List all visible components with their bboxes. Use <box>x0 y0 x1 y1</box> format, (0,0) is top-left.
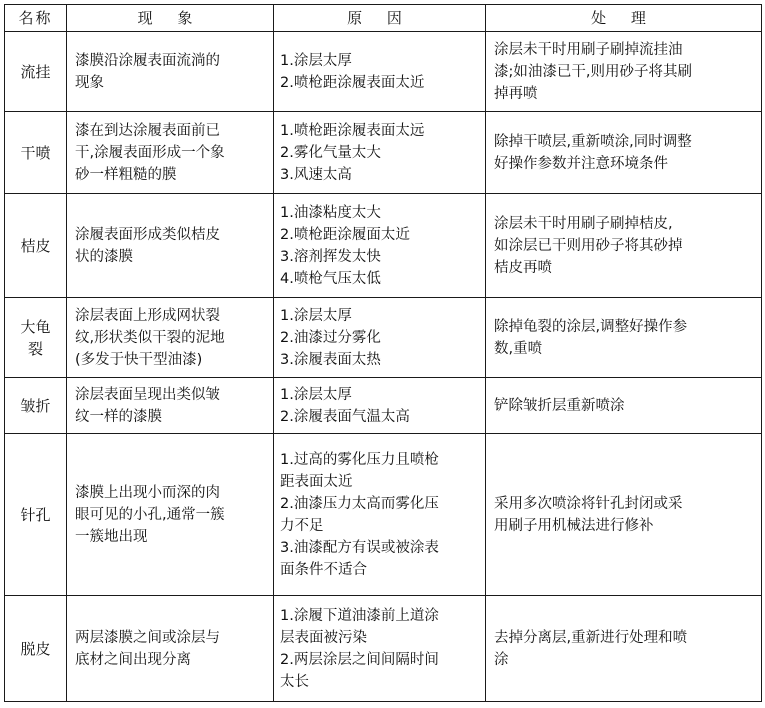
cell-name-line: 桔皮 <box>20 236 51 255</box>
cell-treatment-line: 用刷子用机械法进行修补 <box>494 517 654 534</box>
table-row <box>5 298 762 378</box>
cell-treatment <box>486 112 762 194</box>
cell-treatment-line: 数,重喷 <box>494 340 543 357</box>
cell-phenomenon-line: 眼可见的小孔,通常一簇 <box>75 506 225 523</box>
cell-name <box>5 112 67 194</box>
cell-phenomenon-line: 现象 <box>75 74 104 91</box>
cell-cause-line: 3.涂履表面太热 <box>280 351 381 368</box>
header-treatment: 处 理 <box>486 5 762 32</box>
table-row <box>5 434 762 596</box>
cell-phenomenon-line: 涂层表面上形成网状裂 <box>75 307 220 324</box>
cell-cause-line: 3.溶剂挥发太快 <box>280 248 381 265</box>
cell-treatment <box>486 596 762 702</box>
cell-cause <box>274 434 486 596</box>
cell-cause-line: 3.油漆配方有误或被涂表 <box>280 539 439 556</box>
cell-treatment <box>486 434 762 596</box>
cell-phenomenon-line: 底材之间出现分离 <box>75 651 191 668</box>
cell-phenomenon-line: 砂一样粗糙的膜 <box>75 166 177 183</box>
cell-phenomenon <box>67 298 274 378</box>
cell-treatment-line: 桔皮再喷 <box>494 259 552 276</box>
cell-cause-line: 层表面被污染 <box>280 629 367 646</box>
cell-treatment-line: 掉再喷 <box>494 85 538 102</box>
cell-phenomenon <box>67 596 274 702</box>
cell-treatment <box>486 194 762 298</box>
cell-cause-line: 3.风速太高 <box>280 166 352 183</box>
header-cause: 原 因 <box>274 5 486 32</box>
table-row <box>5 194 762 298</box>
cell-cause <box>274 32 486 112</box>
cell-phenomenon-line: (多发于快干型油漆) <box>75 351 203 368</box>
cell-cause-line: 2.喷枪距涂履面太近 <box>280 226 410 243</box>
cell-treatment-line: 漆;如油漆已干,则用砂子将其刷 <box>494 63 692 80</box>
cell-cause-line: 1.喷枪距涂履表面太远 <box>280 122 425 139</box>
cell-cause <box>274 378 486 434</box>
cell-cause-line: 力不足 <box>280 517 324 534</box>
cell-cause-line: 1.过高的雾化压力且喷枪 <box>280 451 439 468</box>
cell-cause-line: 1.涂履下道油漆前上道涂 <box>280 607 439 624</box>
table-row <box>5 378 762 434</box>
cell-phenomenon-line: 状的漆膜 <box>75 248 133 265</box>
cell-phenomenon-line: 两层漆膜之间或涂层与 <box>75 629 220 646</box>
cell-name-line: 脱皮 <box>20 639 51 658</box>
cell-treatment-line: 除掉龟裂的涂层,调整好操作参 <box>494 318 688 335</box>
table-row <box>5 596 762 702</box>
cell-phenomenon-line: 涂层表面呈现出类似皱 <box>75 386 220 403</box>
cell-cause-line: 2.两层涂层之间间隔时间 <box>280 651 439 668</box>
cell-name <box>5 194 67 298</box>
cell-treatment <box>486 378 762 434</box>
cell-cause-line: 1.涂层太厚 <box>280 307 352 324</box>
table-row <box>5 32 762 112</box>
cell-name-line: 裂 <box>27 339 43 358</box>
cell-treatment-line: 好操作参数并注意环境条件 <box>494 155 668 172</box>
cell-cause <box>274 194 486 298</box>
cell-treatment-line: 涂 <box>494 651 509 668</box>
cell-phenomenon-line: 涂履表面形成类似桔皮 <box>75 226 220 243</box>
cell-cause-line: 2.油漆过分雾化 <box>280 329 381 346</box>
cell-treatment-line: 采用多次喷涂将针孔封闭或采 <box>494 495 683 512</box>
cell-treatment-line: 涂层未干时用刷子刷掉桔皮, <box>494 215 673 232</box>
cell-name-line: 流挂 <box>20 62 51 81</box>
cell-cause-line: 2.油漆压力太高而雾化压 <box>280 495 439 512</box>
cell-cause <box>274 596 486 702</box>
cell-treatment-line: 如涂层已干则用砂子将其砂掉 <box>494 237 683 254</box>
cell-phenomenon-line: 漆在到达涂履表面前已 <box>75 122 220 139</box>
cell-cause <box>274 112 486 194</box>
cell-phenomenon <box>67 378 274 434</box>
cell-cause-line: 1.油漆粘度太大 <box>280 204 381 221</box>
cell-phenomenon-line: 干,涂履表面形成一个象 <box>75 144 225 161</box>
cell-name-line: 针孔 <box>20 505 51 524</box>
cell-cause-line: 2.涂履表面气温太高 <box>280 408 410 425</box>
cell-cause-line: 1.涂层太厚 <box>280 52 352 69</box>
cell-cause-line: 距表面太近 <box>280 473 353 490</box>
cell-cause-line: 2.喷枪距涂履表面太近 <box>280 74 425 91</box>
header-phenomenon: 现 象 <box>67 5 274 32</box>
cell-phenomenon <box>67 434 274 596</box>
cell-treatment-line: 除掉干喷层,重新喷涂,同时调整 <box>494 133 692 150</box>
cell-cause-line: 1.涂层太厚 <box>280 386 352 403</box>
cell-phenomenon-line: 纹一样的漆膜 <box>75 408 162 425</box>
cell-cause <box>274 298 486 378</box>
cell-cause-line: 4.喷枪气压太低 <box>280 270 381 287</box>
cell-phenomenon-line: 漆膜上出现小而深的肉 <box>75 484 220 501</box>
cell-name-line: 皱折 <box>20 396 51 415</box>
cell-cause-line: 2.雾化气量太大 <box>280 144 381 161</box>
cell-name <box>5 32 67 112</box>
cell-phenomenon-line: 漆膜沿涂履表面流淌的 <box>75 52 220 69</box>
cell-name <box>5 378 67 434</box>
cell-treatment <box>486 298 762 378</box>
cell-name <box>5 596 67 702</box>
table-body <box>5 32 762 702</box>
table-row <box>5 112 762 194</box>
cell-name-line: 干喷 <box>20 143 51 162</box>
defects-table <box>4 4 762 702</box>
cell-treatment-line: 涂层未干时用刷子刷掉流挂油 <box>494 41 683 58</box>
cell-name <box>5 434 67 596</box>
cell-treatment-line: 铲除皱折层重新喷涂 <box>494 397 625 414</box>
cell-phenomenon <box>67 112 274 194</box>
cell-cause-line: 面条件不适合 <box>280 561 367 578</box>
cell-phenomenon <box>67 194 274 298</box>
cell-name <box>5 298 67 378</box>
cell-name-line: 大龟 <box>20 317 51 336</box>
cell-phenomenon <box>67 32 274 112</box>
cell-phenomenon-line: 纹,形状类似干裂的泥地 <box>75 329 225 346</box>
cell-phenomenon-line: 一簇地出现 <box>75 528 148 545</box>
header-row <box>5 5 762 32</box>
cell-treatment-line: 去掉分离层,重新进行处理和喷 <box>494 629 688 646</box>
header-name: 名称 <box>5 5 67 32</box>
cell-cause-line: 太长 <box>280 673 309 690</box>
cell-treatment <box>486 32 762 112</box>
